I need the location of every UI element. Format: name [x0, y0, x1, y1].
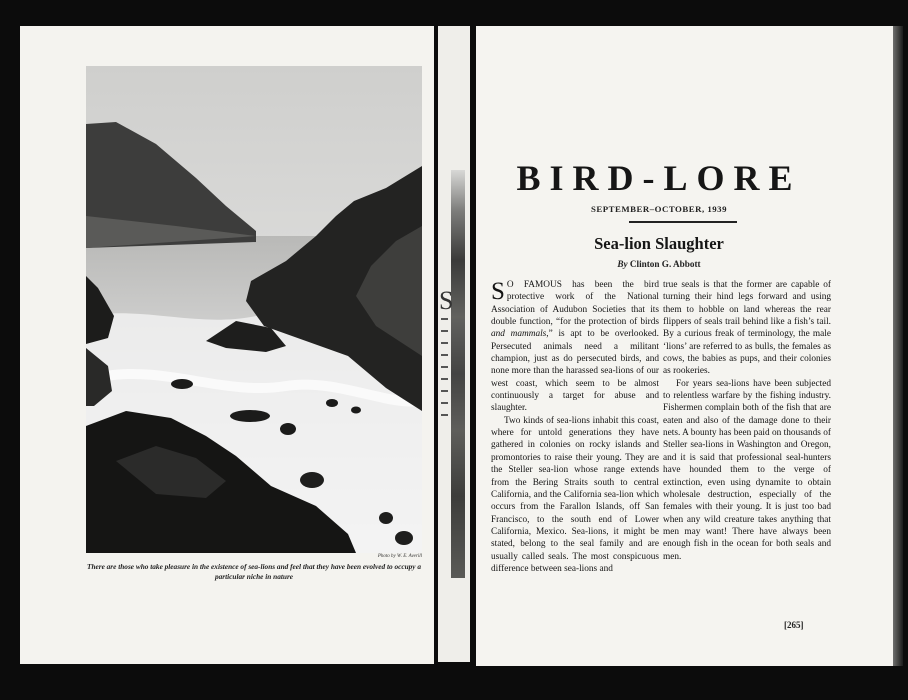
byline: [476, 259, 842, 269]
page-edge-shadow: [893, 26, 903, 666]
adjacent-text-fragment: [441, 414, 448, 416]
adjacent-text-fragment: [441, 318, 448, 320]
article-paragraph: [663, 378, 831, 563]
body-text: true seals is that the former are capable of turning their hind legs forward and using them to hobble on land whereas the rear flippers of seals trail behind like a fish’s tail. By a curious freak of terminology, the male ‘lions’ are referred to as bulls, the females as cows, the babies as pups, and their colonies as rookeries.: [663, 280, 831, 377]
title-rule: [629, 221, 737, 223]
issue-date: SEPTEMBER–OCTOBER, 1939: [591, 204, 727, 214]
article-paragraph: [491, 415, 659, 575]
sea-lion-photo: [86, 66, 422, 553]
adjacent-text-fragment: [441, 354, 448, 356]
adjacent-text-fragment: [441, 390, 448, 392]
article-column-1: [491, 279, 659, 641]
adjacent-dropcap: S: [439, 286, 454, 315]
adjacent-text-fragment: [441, 330, 448, 332]
body-text: ,” is apt to be overlooked. Persecuted animals need a militant champion, just as do persecuted birds, and none more than the harassed sea-lions of our west coast, which seem to be almost continuously a target for abuse and slaughter.: [491, 329, 659, 414]
drop-cap: S: [491, 279, 505, 305]
adjacent-text-fragment: [441, 402, 448, 404]
adjacent-text-fragment: [441, 378, 448, 380]
emphasis-text: and mammals: [491, 329, 547, 340]
photo-caption: There are those who take pleasure in the existence of sea-lions and feel that they have been evolved to occupy a particular niche in nature: [87, 562, 421, 581]
adjacent-page-edge: [438, 26, 470, 662]
byline-author: Clinton G. Abbott: [629, 259, 701, 269]
article-paragraph: [491, 279, 659, 415]
byline-prefix: By: [617, 259, 628, 269]
adjacent-text-fragment: [441, 342, 448, 344]
adjacent-photo-strip: [451, 170, 465, 578]
article-title: Sea-lion Slaughter: [594, 234, 724, 253]
adjacent-text-fragment: [441, 366, 448, 368]
left-page: [20, 26, 434, 664]
body-text: Two kinds of sea-lions inhabit this coast, where for untold generations they have gathered in colonies on rocky islands and promontories to raise their young. They are the Steller sea-lion whose range extends from the Bering Straits south to central California, and the California sea-lion which occurs from the Farallon Islands, off San Francisco, to the south end of Lower California, Mexico. Sea-lions, it might be stated, belong to the seal family and are usually called seals. The most conspicuous difference between sea-lions and: [491, 415, 659, 574]
body-text: O FAMOUS has been the bird protective work of the National Association of Audubon Societies that its double function, “for the protection of birds: [491, 280, 659, 328]
right-page: [476, 26, 896, 666]
photo-credit: Photo by W. E. Averill: [377, 554, 422, 559]
magazine-masthead: BIRD-LORE: [516, 158, 802, 198]
page-number: [265]: [784, 620, 804, 630]
body-text: For years sea-lions have been subjected to relentless warfare by the fishing industry. Fishermen complain both of the fish that are eaten and also of the damage done to their nets. A bounty has been paid on thousands of Steller sea-lions in Washington and Oregon, and it is said that professional seal-hunters have hounded them to the verge of extinction, even using dynamite to obtain wholesale destruction, especially of the females with their young. It is just too bad when any wild creature takes anything that men may want! There have always been enough fish in the ocean for both seals and men.: [663, 378, 831, 562]
article-paragraph: [663, 279, 831, 378]
article-column-2: [663, 279, 831, 641]
